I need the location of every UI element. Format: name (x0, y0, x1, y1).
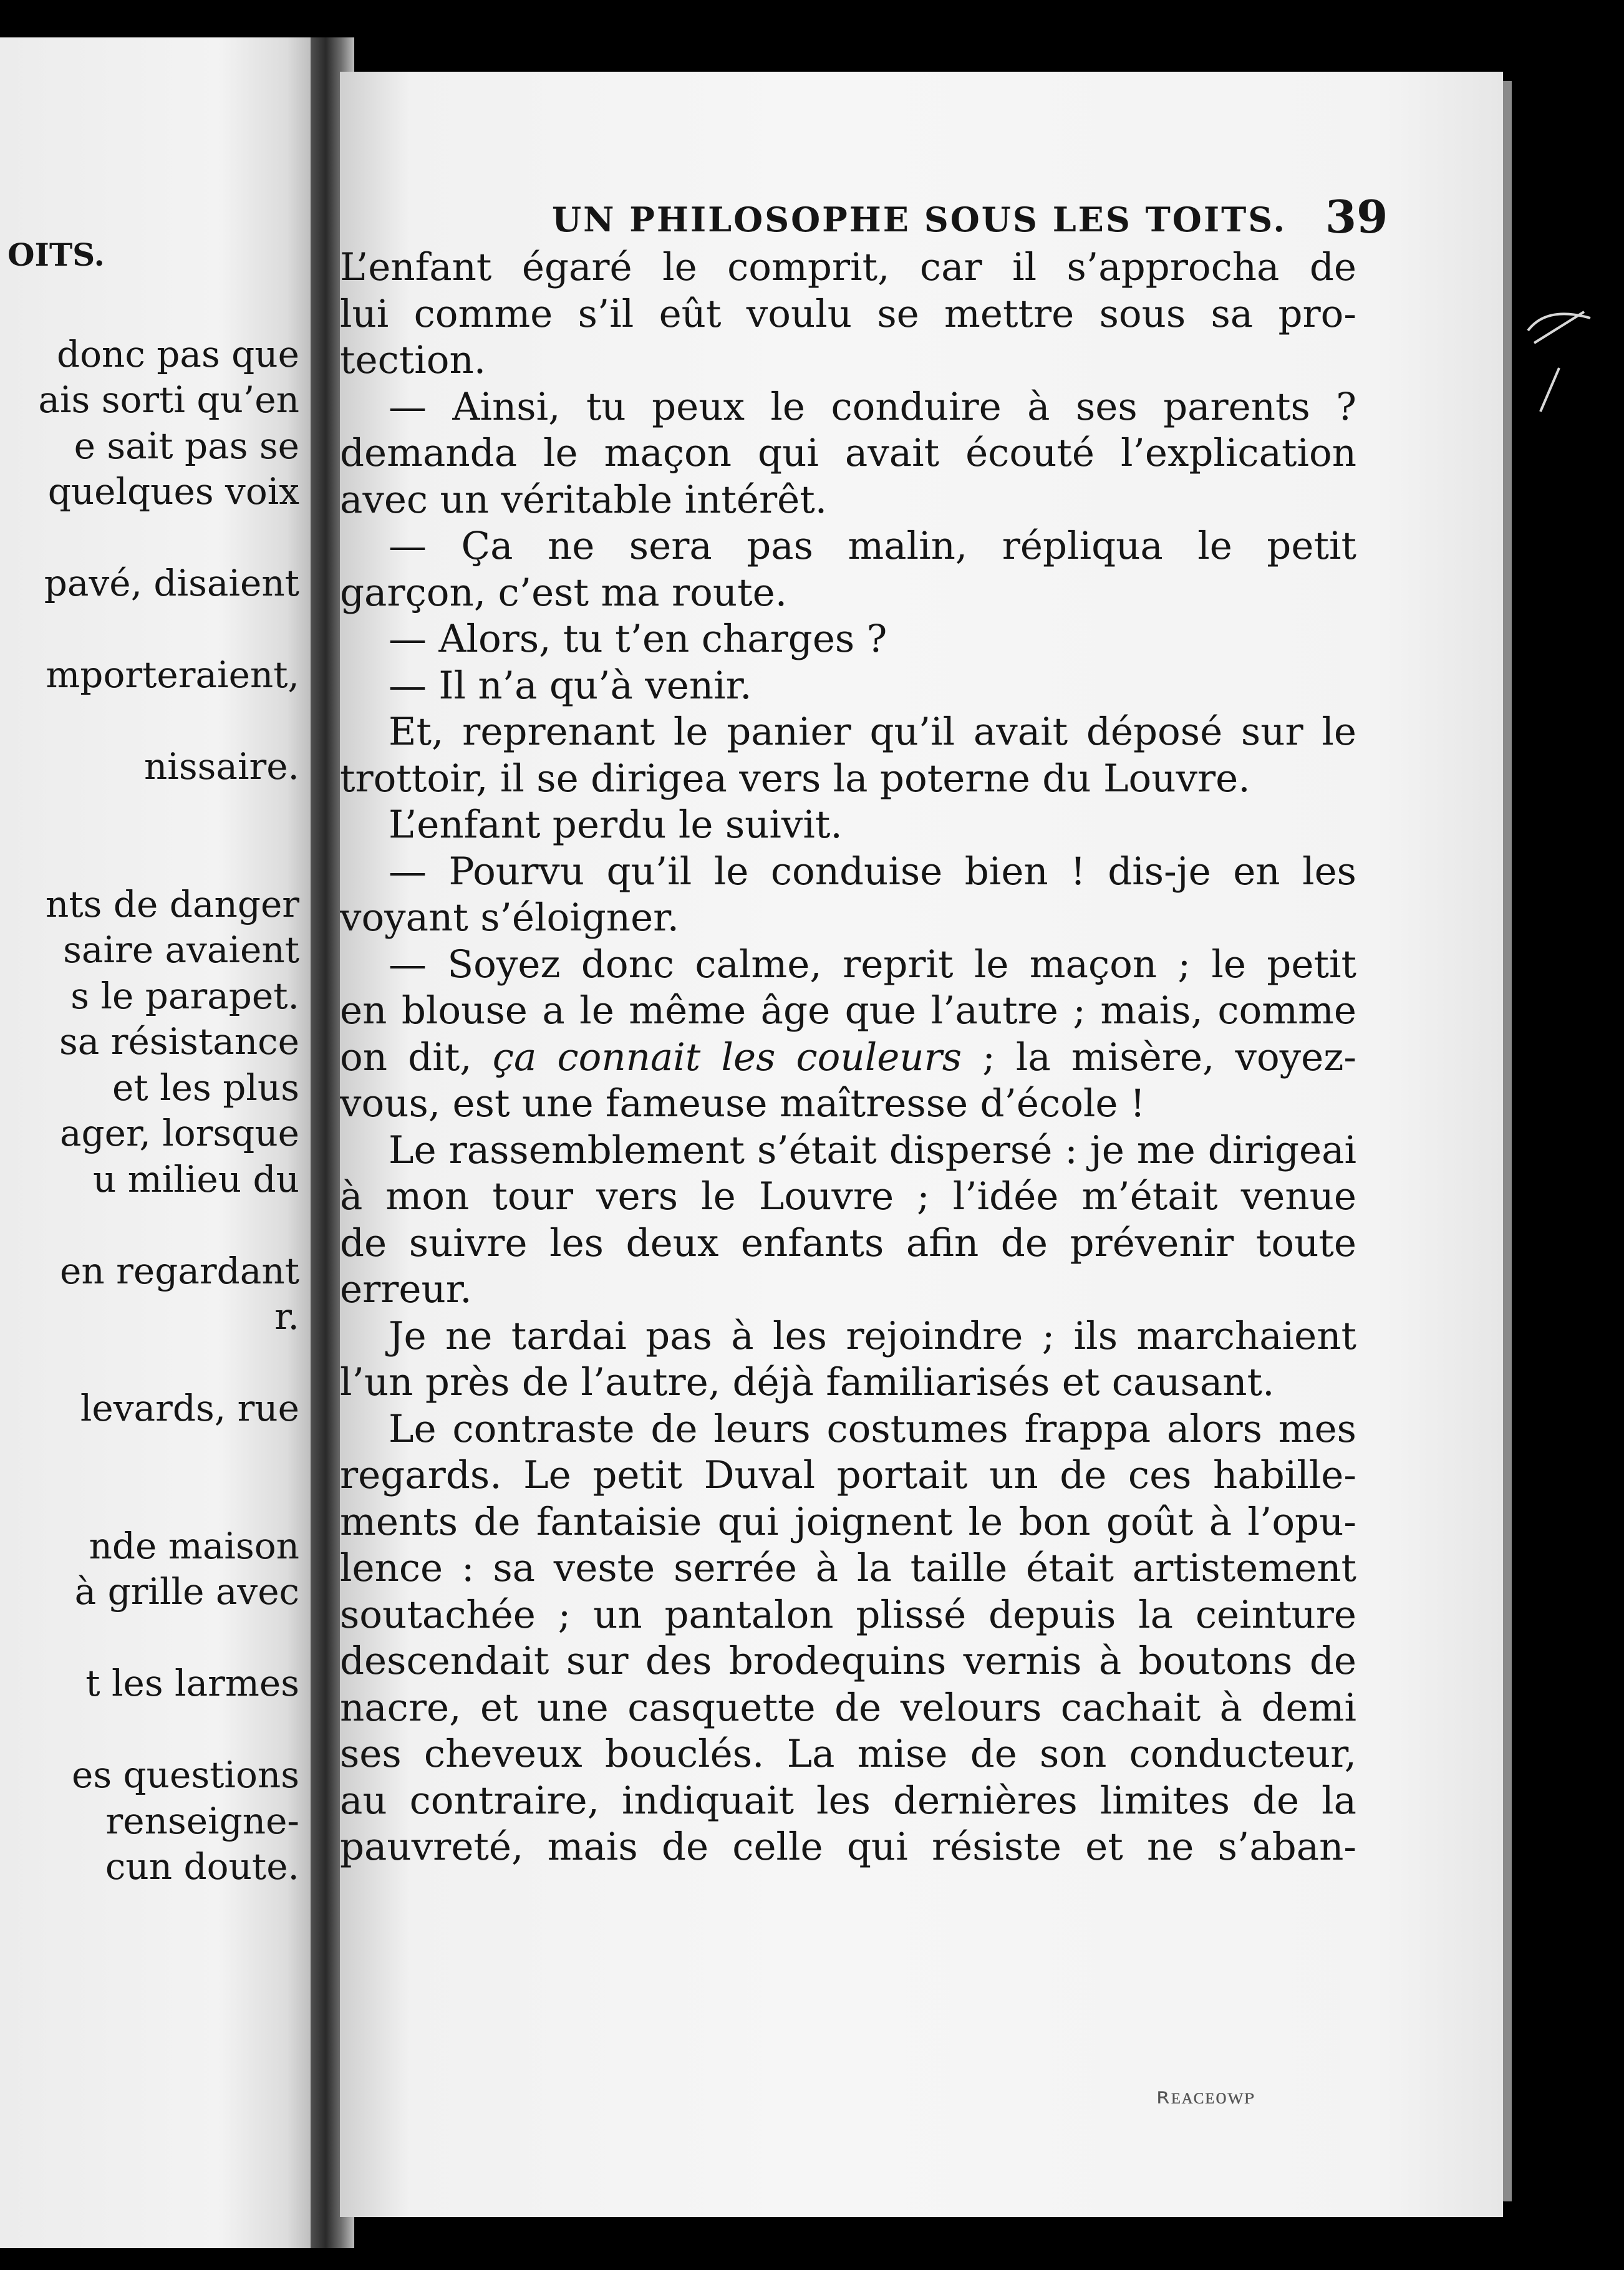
left-running-head: OITS. (7, 236, 105, 273)
body-line: pauvreté, mais de celle qui résiste et ne s’aban- (340, 1825, 1356, 1869)
left-page-line: nde maison (89, 1524, 299, 1567)
left-page-line: ager, lorsque (59, 1112, 299, 1154)
left-page-line: r. (274, 1295, 299, 1338)
body-line: — Ainsi, tu peux le conduire à ses parents ? (389, 384, 1356, 429)
body-line: au contraire, indiquait les dernières limites de la (340, 1778, 1356, 1823)
body-line: — Pourvu qu’il le conduise bien ! dis-je en les (389, 849, 1356, 894)
body-line: L’enfant égaré le comprit, car il s’approcha de (340, 245, 1356, 289)
body-line: soutachée ; un pantalon plissé depuis la ceinture (340, 1592, 1356, 1637)
body-line: garçon, c’est ma route. (340, 570, 788, 615)
body-line: à mon tour vers le Louvre ; l’idée m’était venue (340, 1174, 1356, 1219)
left-page-line: et les plus (112, 1066, 299, 1109)
body-line: demanda le maçon qui avait écouté l’explication (340, 431, 1356, 475)
facing-page-left (0, 37, 312, 2248)
left-page-line: renseigne- (105, 1799, 299, 1842)
body-line: erreur. (340, 1267, 472, 1311)
body-line: nacre, et une casquette de velours cachait à demi (340, 1685, 1356, 1730)
body-line: en blouse a le même âge que l’autre ; mais, comme (340, 988, 1356, 1033)
body-line: Je ne tardai pas à les rejoindre ; ils marchaient (389, 1313, 1356, 1358)
left-page-line: quelques voix (47, 470, 299, 513)
body-line: L’enfant perdu le suivit. (389, 803, 843, 847)
body-line: tection. (340, 338, 486, 382)
body-line: — Soyez donc calme, reprit le maçon ; le petit (389, 942, 1356, 987)
body-line: Le contraste de leurs costumes frappa alors mes (389, 1406, 1356, 1451)
body-line: — Ça ne sera pas malin, répliqua le petit (389, 524, 1356, 568)
body-line: ments de fantaisie qui joignent le bon goût à l’opu- (340, 1499, 1356, 1544)
left-page-line: à grille avec (74, 1570, 299, 1613)
left-page-line: t les larmes (85, 1662, 299, 1704)
body-line: lence : sa veste serrée à la taille était artistement (340, 1546, 1356, 1590)
page-right (340, 72, 1503, 2217)
left-page-line: sa résistance (59, 1020, 299, 1063)
body-line: trottoir, il se dirigea vers la poterne du Louvre. (340, 756, 1250, 801)
left-page-line: nissaire. (143, 745, 299, 788)
body-line: avec un véritable intérêt. (340, 477, 828, 522)
body-line: lui comme s’il eût voulu se mettre sous sa pro- (340, 291, 1356, 336)
body-line: regards. Le petit Duval portait un de ces habille- (340, 1453, 1356, 1497)
body-line: de suivre les deux enfants afin de prévenir toute (340, 1220, 1356, 1265)
left-page-line: nts de danger (46, 882, 299, 925)
body-line: vous, est une fameuse maîtresse d’école ! (340, 1081, 1146, 1126)
running-head: UN PHILOSOPHE SOUS LES TOITS. (552, 200, 1287, 239)
left-page-line: pavé, disaient (44, 562, 299, 604)
left-page-line: u milieu du (92, 1157, 299, 1200)
body-line: Le rassemblement s’était dispersé : je me dirigeai (389, 1128, 1356, 1172)
body-line: voyant s’éloigner. (340, 896, 680, 940)
left-page-line: saire avaient (63, 929, 299, 971)
page-edge (1503, 81, 1512, 2201)
body-line: Et, reprenant le panier qu’il avait déposé sur le (389, 710, 1356, 754)
page-number: 39 (1325, 190, 1388, 243)
left-page-line: mporteraient, (46, 654, 299, 696)
body-line-with-italic: on dit, ça connait les couleurs ; la misère, voyez- (340, 1035, 1356, 1079)
library-stamp-mark: ʀᴇᴀᴄᴇᴏᴡᴘ (1157, 2084, 1255, 2109)
body-line: l’un près de l’autre, déjà familiarisés et causant. (340, 1360, 1275, 1404)
body-line: descendait sur des brodequins vernis à boutons de (340, 1639, 1356, 1683)
body-line: — Alors, tu t’en charges ? (389, 617, 887, 661)
left-page-line: donc pas que (56, 332, 299, 375)
edge-scribble-mark (1522, 293, 1597, 418)
left-page-line: s le parapet. (70, 974, 299, 1017)
left-page-line: cun doute. (105, 1845, 299, 1888)
body-line: — Il n’a qu’à venir. (389, 663, 752, 708)
left-page-line: levards, rue (80, 1387, 299, 1429)
left-page-line: ais sorti qu’en (38, 379, 299, 421)
left-page-line: e sait pas se (74, 424, 299, 467)
body-line: ses cheveux bouclés. La mise de son conducteur, (340, 1732, 1356, 1776)
left-page-line: es questions (72, 1754, 299, 1796)
left-page-line: en regardant (60, 1249, 299, 1292)
